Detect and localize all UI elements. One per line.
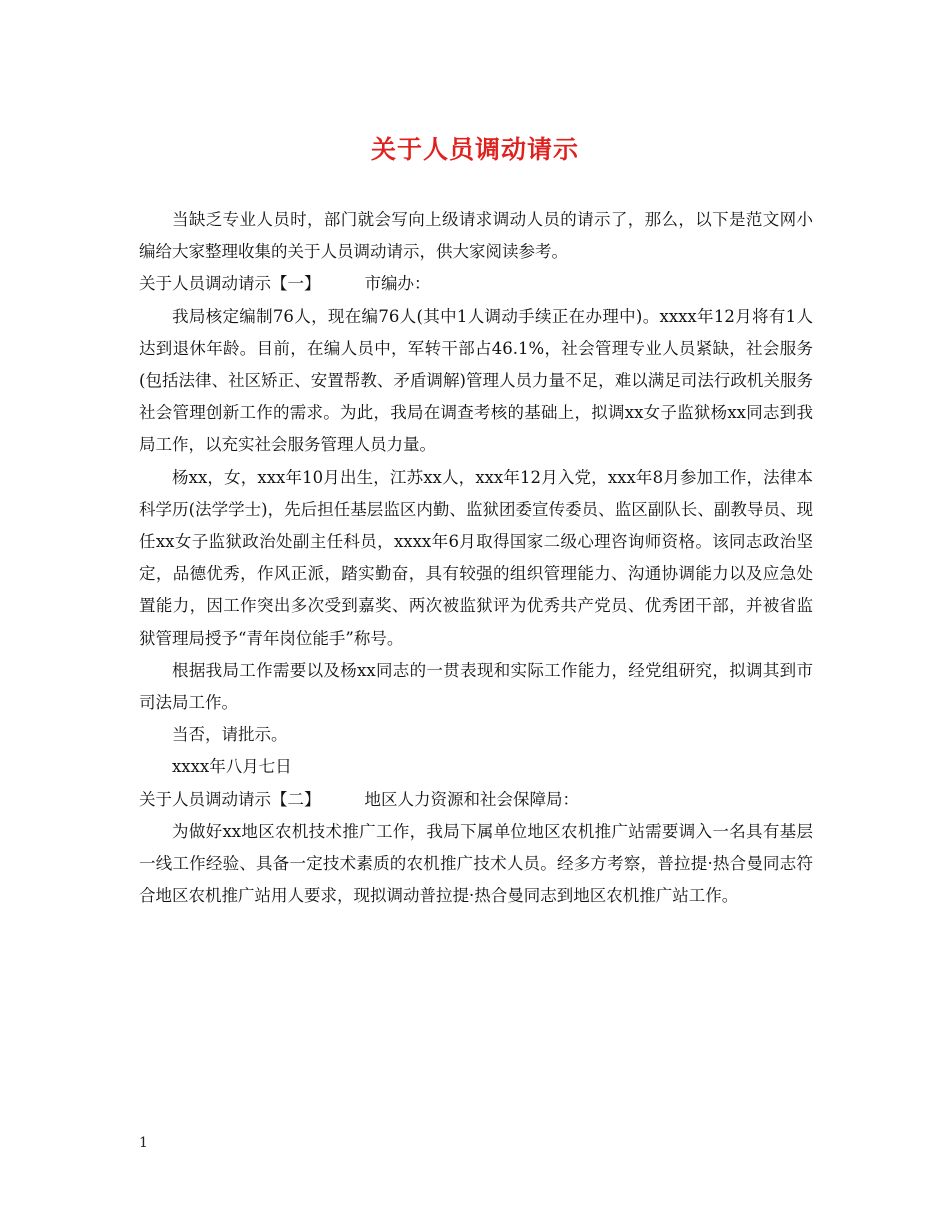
intro-paragraph: 当缺乏专业人员时，部门就会写向上级请求调动人员的请示了，那么，以下是范文网小编给大家整理收集的关于人员调动请示，供大家阅读参考。 [139,210,813,262]
document-body [139,204,813,912]
section-1-heading: 关于人员调动请示【一】 [139,274,321,294]
section-2-recipient: 地区人力资源和社会保障局： [364,789,579,809]
section-2-paragraph-1: 为做好xx地区农机技术推广工作，我局下属单位地区农机推广站需要调入一名具有基层一线工作经验、具备一定技术素质的农机推广技术人员。经多方考察，普拉提·热合曼同志符合地区农机推广站用人要求，现拟调动普拉提·热合曼同志到地区农机推广站工作。 [139,821,813,906]
page-number: 1 [139,1135,148,1151]
document-title: 关于人员调动请示 [370,135,579,164]
section-2-heading-line [139,784,813,816]
section-1-paragraph-2: 杨xx，女，xxx年10月出生，江苏xx人，xxx年12月入党，xxx年8月参加工作，法律本科学历(法学学士)，先后担任基层监区内勤、监狱团委宣传委员、监区副队长、副教导员、现任xx女子监狱政治处副主任科员，xxxx年6月取得国家二级心理咨询师资格。该同志政治坚定，品德优秀，作风正派，踏实勤奋，具有较强的组织管理能力、沟通协调能力以及应急处置能力，因工作突出多次受到嘉奖、两次被监狱评为优秀共产党员、优秀团干部，并被省监狱管理局授予“青年岗位能手”称号。 [139,467,813,648]
section-1-paragraph-4: 当否，请批示。 [172,725,288,745]
section-1-paragraph-1: 我局核定编制76人，现在编76人(其中1人调动手续正在办理中)。xxxx年12月将有1人达到退休年龄。目前，在编人员中，军转干部占46.1%，社会管理专业人员紧缺，社会服务(包括法律、社区矫正、安置帮教、矛盾调解)管理人员力量不足，难以满足司法行政机关服务社会管理创新工作的需求。为此，我局在调查考核的基础上，拟调xx女子监狱杨xx同志到我局工作，以充实社会服务管理人员力量。 [139,306,813,455]
section-1-paragraph-3: 根据我局工作需要以及杨xx同志的一贯表现和实际工作能力，经党组研究，拟调其到市司法局工作。 [139,660,813,713]
section-1-date: xxxx年八月七日 [172,757,292,777]
section-1-heading-line [139,268,813,300]
section-2-heading: 关于人员调动请示【二】 [139,789,321,809]
section-1-recipient: 市编办： [364,274,431,294]
